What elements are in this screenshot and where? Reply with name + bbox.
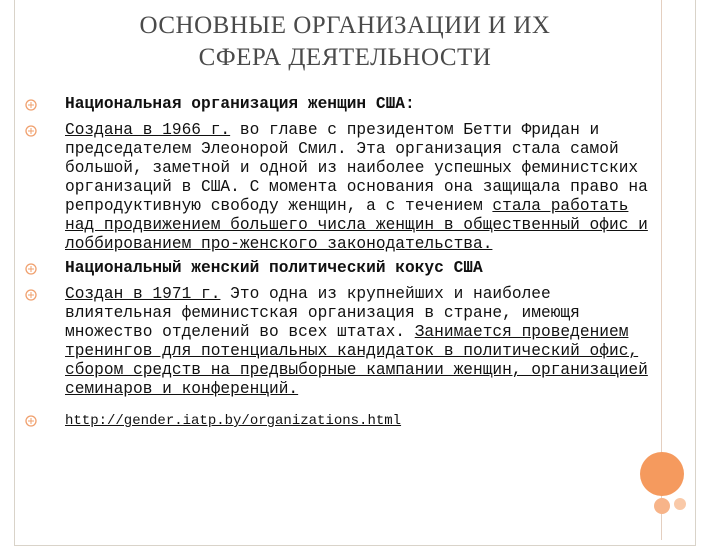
source-url-link[interactable]: http://gender.iatp.by/organizations.html [65, 413, 402, 429]
list-item [0, 259, 650, 278]
bullet-list [0, 95, 650, 436]
ring-bullet-icon [24, 414, 38, 428]
decorative-circle-small [674, 498, 686, 510]
org-heading-nwpc: Национальный женский политический кокус США [65, 259, 483, 277]
decorative-circle-large [640, 452, 684, 496]
now-activities-link[interactable]: стала работать над продвижением большего числа женщин в общественный офис и лоббированием про-женского законодательства. [65, 197, 648, 253]
now-description: во главе с президентом Бетти Фридан и председателем Элеонорой Смил. Эта организация стала самой большой, заметной и одной из наиболее успешных феминистских организаций в США. С момента основания она защищала право на репродуктивную свободу женщин, а с течением [65, 121, 648, 215]
ring-bullet-icon [24, 288, 38, 302]
ring-bullet-icon [24, 98, 38, 112]
nwpc-activities-link[interactable]: Занимается проведением тренингов для потенциальных кандидаток в политический офис, сбором средств на предвыборные кампании женщин, организацией семинаров и конференций. [65, 323, 648, 398]
ring-bullet-icon [24, 124, 38, 138]
list-item [0, 95, 650, 114]
list-item [0, 285, 650, 399]
nwpc-description: Это одна из крупнейших и наиболее влиятельная феминистская организация в стране, имеющя множество отделений во всех штатах. [65, 285, 580, 341]
founded-1966-link[interactable]: Создана в 1966 г. [65, 121, 231, 139]
ring-bullet-icon [24, 262, 38, 276]
org-heading-now: Национальная организация женщин США: [65, 95, 415, 113]
title-line-2: СФЕРА ДЕЯТЕЛЬНОСТИ [198, 44, 492, 71]
slide-title [90, 10, 600, 74]
decorative-circle-medium [654, 498, 670, 514]
founded-1971-link[interactable]: Создан в 1971 г. [65, 285, 221, 303]
list-item [0, 121, 650, 254]
list-item [0, 411, 650, 431]
title-line-1: ОСНОВНЫЕ ОРГАНИЗАЦИИ И ИХ [139, 12, 551, 39]
